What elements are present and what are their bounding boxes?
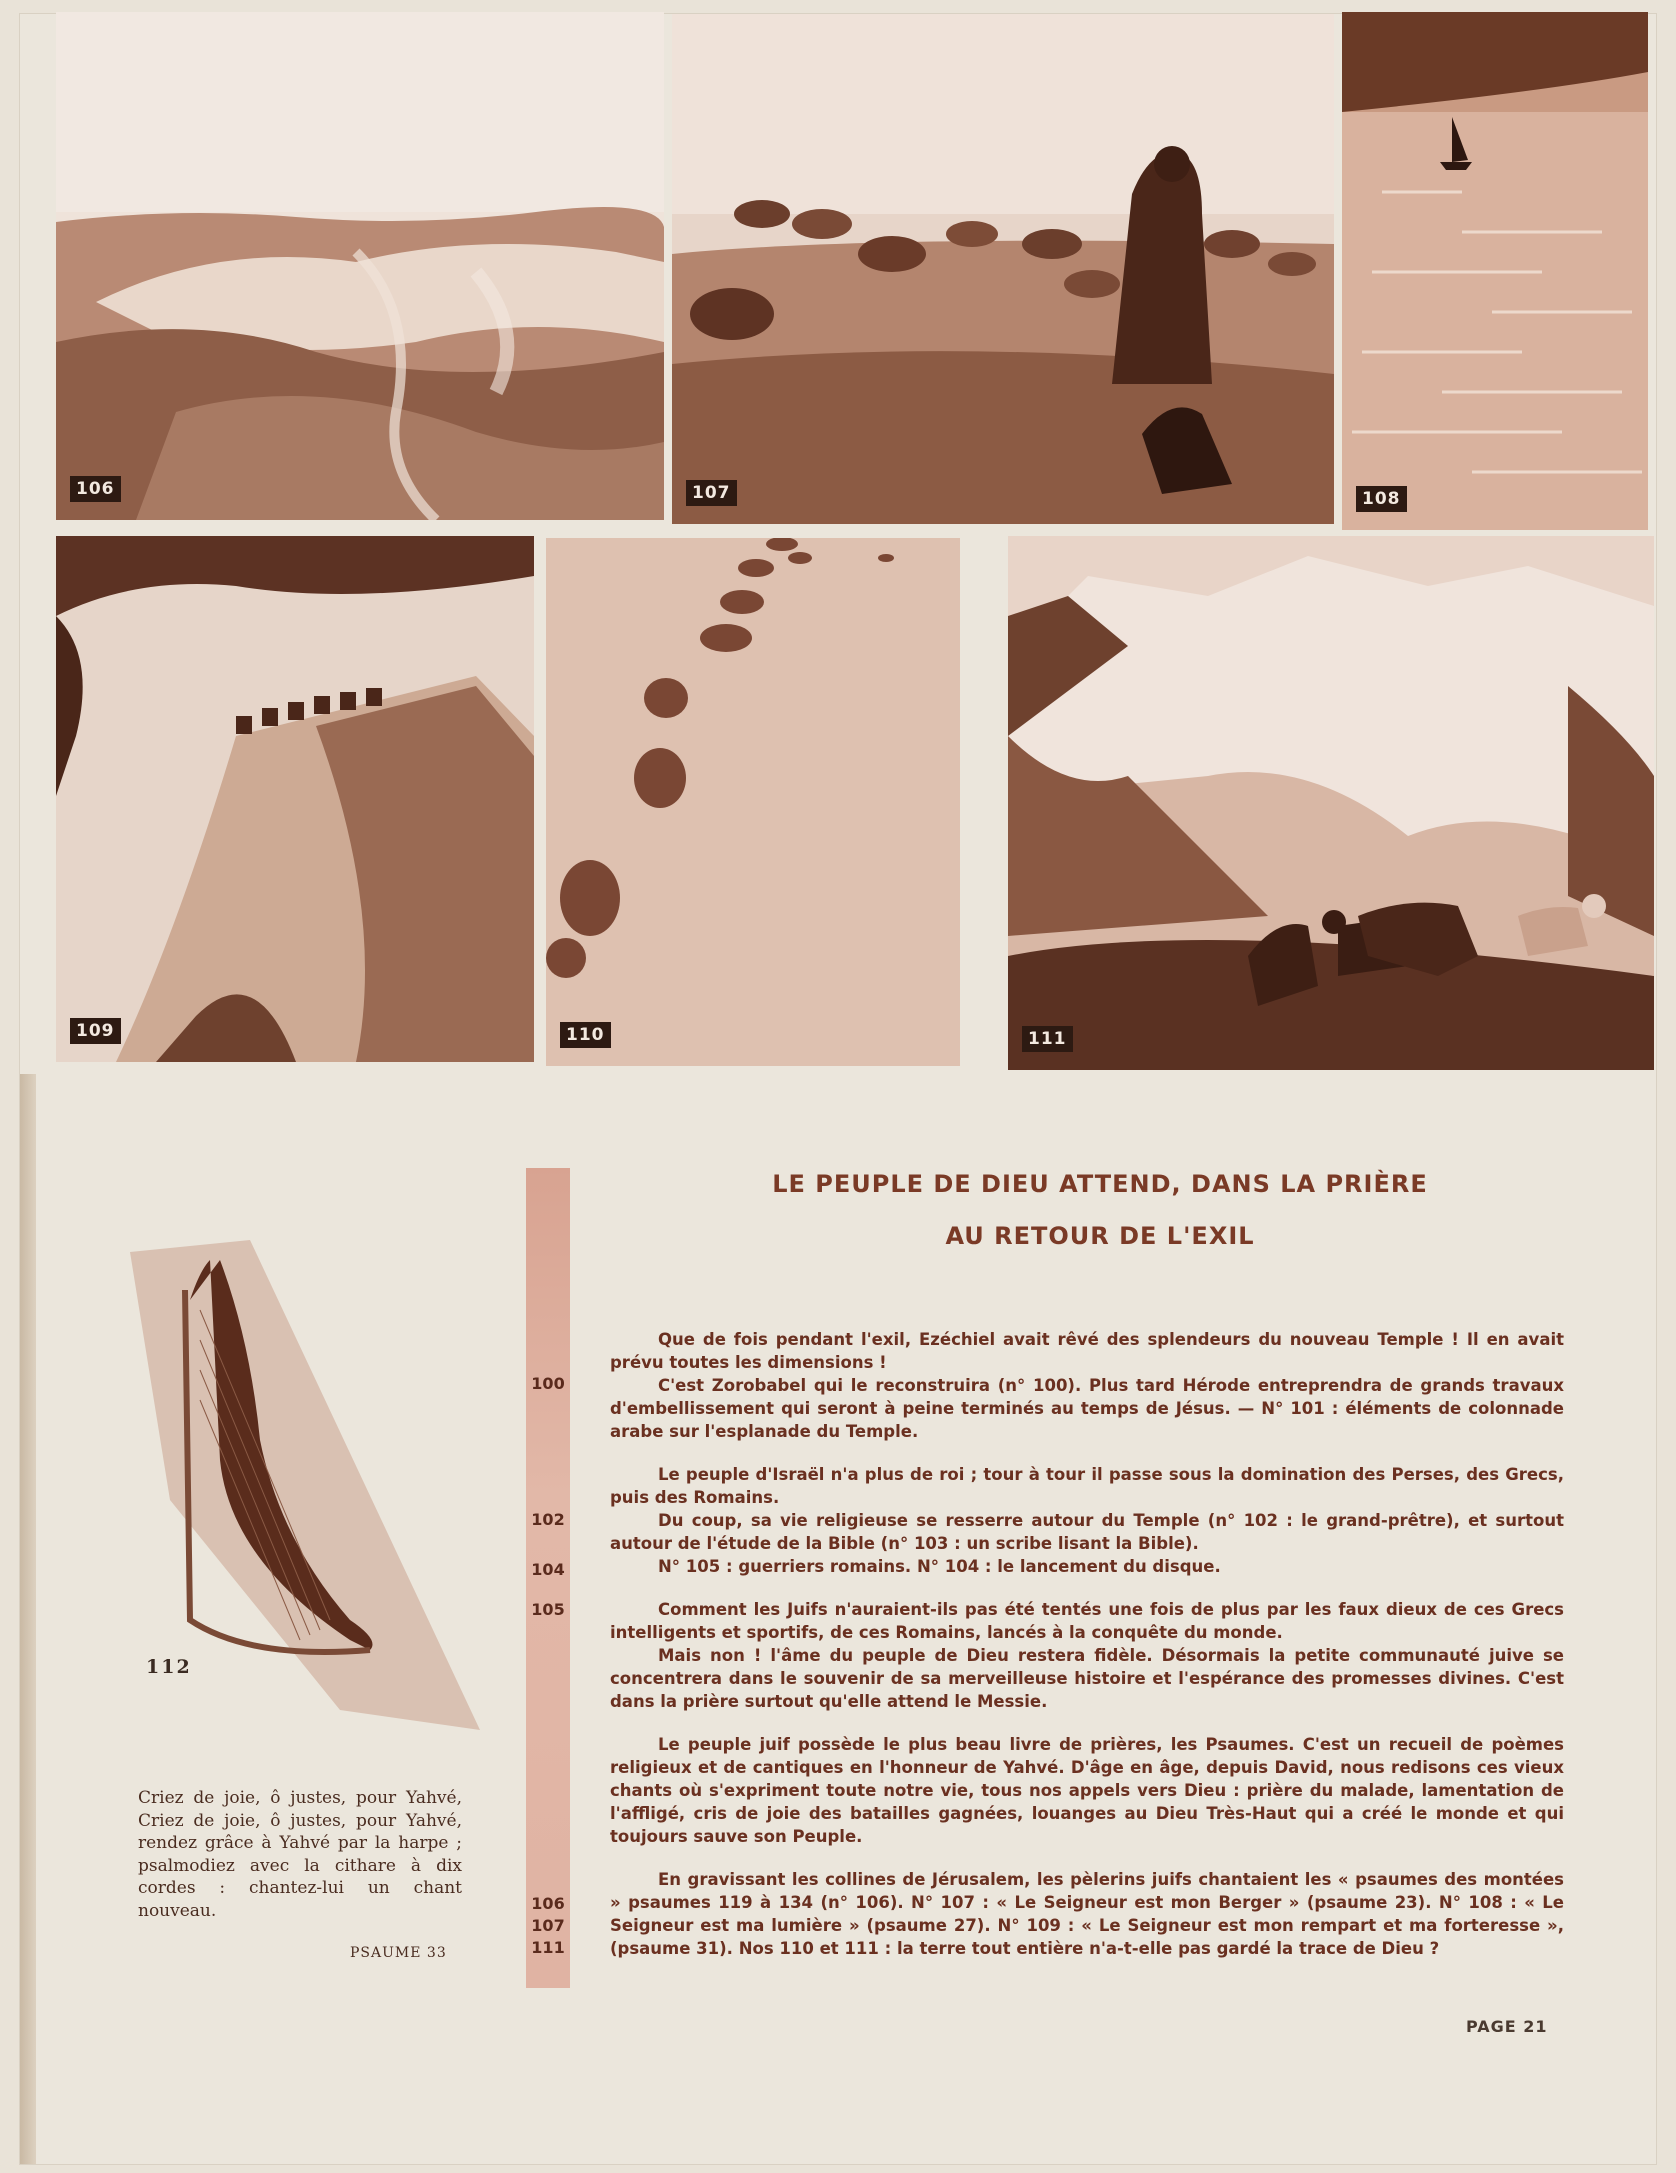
ref-number-105: 105	[531, 1600, 565, 1619]
photo-109-rampart	[56, 536, 534, 1062]
ref-number-100: 100	[531, 1374, 565, 1393]
paragraph: C'est Zorobabel qui le reconstruira (n° 100). Plus tard Hérode entreprendra de grands travaux d'embellissement qui seront à peine terminés au temps de Jésus. — N° 101 : éléments de colonnade arabe sur l'esplanade du Temple.	[610, 1376, 1564, 1441]
ref-number-106: 106	[531, 1894, 565, 1913]
psalm-reference: PSAUME 33	[350, 1945, 447, 1961]
article-heading-line1: LE PEUPLE DE DIEU ATTEND, DANS LA PRIÈRE	[772, 1170, 1428, 1198]
ref-number-104: 104	[531, 1560, 565, 1579]
photo-111-mountains-goats	[1008, 536, 1654, 1070]
article-heading-line2: AU RETOUR DE L'EXIL	[945, 1222, 1255, 1250]
ref-number-107: 107	[531, 1916, 565, 1935]
paragraph: Mais non ! l'âme du peuple de Dieu restera fidèle. Désormais la petite communauté juive se concentrera dans le souvenir de sa merveilleuse histoire et l'espérance des promesses divines. C'est dans la prière surtout qu'elle attend le Messie.	[610, 1646, 1564, 1711]
photo-107-shepherd	[672, 14, 1334, 524]
page-number: PAGE 21	[1466, 2017, 1548, 2036]
paragraph: N° 105 : guerriers romains. N° 104 : le lancement du disque.	[658, 1557, 1221, 1576]
ref-number-111: 111	[531, 1938, 565, 1957]
paragraph: En gravissant les collines de Jérusalem, les pèlerins juifs chantaient les « psaumes des montées » psaumes 119 à 134 (n° 106). N° 107 : « Le Seigneur est mon Berger » (psaume 23). N° 108 : « Le Seigneur est ma lumière » (psaume 27). N° 109 : « Le Seigneur est mon rempart et ma forteresse », (psaume 31). Nos 110 et 111 : la terre tout entière n'a-t-elle pas gardé la trace de Dieu ?	[610, 1870, 1564, 1958]
paragraph: Le peuple d'Israël n'a plus de roi ; tour à tour il passe sous la domination des Perses, des Grecs, puis des Romains.	[610, 1465, 1564, 1507]
photo-106-hills	[56, 12, 664, 520]
plate-number-110: 110	[560, 1022, 611, 1048]
plate-number-109: 109	[70, 1018, 121, 1044]
paragraph: Du coup, sa vie religieuse se resserre autour du Temple (n° 102 : le grand-prêtre), et surtout autour de l'étude de la Bible (n° 103 : un scribe lisant la Bible).	[610, 1511, 1564, 1553]
plate-number-106: 106	[70, 476, 121, 502]
ref-number-102: 102	[531, 1510, 565, 1529]
psalm-quote: Criez de joie, ô justes, pour Yahvé, Criez de joie, ô justes, pour Yahvé, rendez grâce à Yahvé par la harpe ; psalmodiez avec la cithare à dix cordes : chantez-lui un chant nouveau.	[138, 1788, 462, 1921]
plate-number-108: 108	[1356, 486, 1407, 512]
paragraph: Comment les Juifs n'auraient-ils pas été tentés une fois de plus par les faux dieux de ces Grecs intelligents et sportifs, de ces Romains, lancés à la conquête du monde.	[610, 1600, 1564, 1642]
paragraph: Que de fois pendant l'exil, Ezéchiel avait rêvé des splendeurs du nouveau Temple ! Il en avait prévu toutes les dimensions !	[610, 1330, 1564, 1372]
photo-110-footprints	[546, 538, 960, 1066]
article-body	[610, 1328, 1564, 1960]
plate-number-111: 111	[1022, 1026, 1073, 1052]
plate-number-107: 107	[686, 480, 737, 506]
spine-edge	[20, 1074, 36, 2164]
paragraph: Le peuple juif possède le plus beau livre de prières, les Psaumes. C'est un recueil de poèmes religieux et de cantiques en l'honneur de Yahvé. D'âge en âge, depuis David, nous redisons ces vieux chants où s'expriment toute notre vie, tous nos appels vers Dieu : prière du malade, lamentation de l'affligé, cris de joie des batailles gagnées, louanges au Dieu Très-Haut qui a créé le monde et qui toujours sauve son Peuple.	[610, 1735, 1564, 1846]
photo-108-sailboat	[1342, 12, 1648, 530]
plate-number-112: 112	[146, 1656, 192, 1678]
